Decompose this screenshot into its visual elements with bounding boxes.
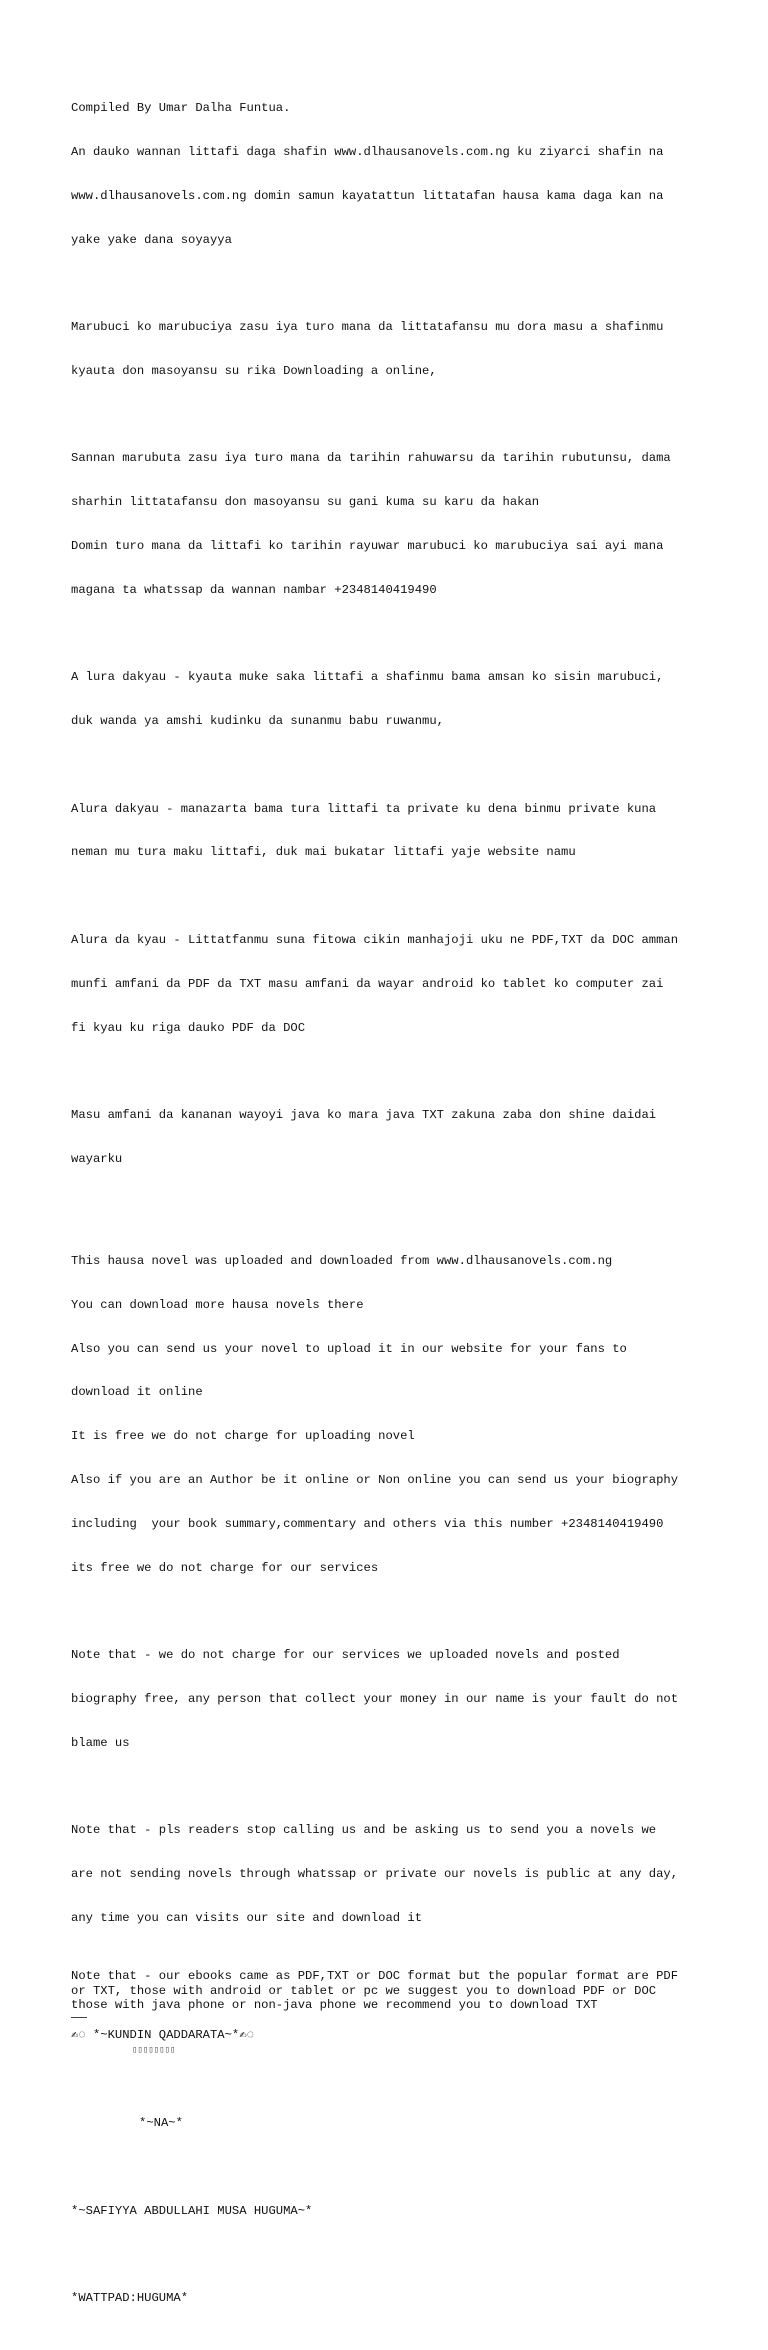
intro-line: An dauko wannan littafi daga shafin www.dlhausanovels.com.ng ku ziyarci shafin na xyxy=(71,144,664,159)
paragraph-line: neman mu tura maku littafi, duk mai bukatar littafi yaje website namu xyxy=(71,845,576,860)
placeholder-glyphs: ▯▯▯▯▯▯▯▯ xyxy=(132,2045,176,2056)
paragraph-line: wayarku xyxy=(71,1151,123,1166)
paragraph-free-notice xyxy=(71,641,711,758)
paragraph-line: Note that - we do not charge for our services we uploaded novels and posted xyxy=(71,1648,620,1663)
note-stop-calling xyxy=(71,1794,711,1955)
note-formats xyxy=(71,1969,711,2013)
note-no-charge xyxy=(71,1619,711,1780)
paragraph-line: download it online xyxy=(71,1385,203,1400)
paragraph-writers-upload xyxy=(71,291,711,408)
story-author: *~SAFIYYA ABDULLAHI MUSA HUGUMA~* xyxy=(71,2203,313,2218)
paragraph-line: those with java phone or non-java phone we recommend you to download TXT xyxy=(71,1998,598,2013)
paragraph-writers-history xyxy=(71,422,711,626)
story-title: ✍◌ *~KUNDIN QADDARATA~*✍◌ xyxy=(71,2027,254,2042)
intro-block xyxy=(71,72,711,276)
story-by: *~NA~* xyxy=(139,2116,183,2131)
paragraph-formats xyxy=(71,904,711,1065)
paragraph-line: Note that - our ebooks came as PDF,TXT or DOC format but the popular format are PDF xyxy=(71,1969,679,1984)
paragraph-line: sharhin littatafansu don masoyansu su gani kuma su karu da hakan xyxy=(71,495,540,510)
paragraph-line: Alura da kyau - Littatfanmu suna fitowa cikin manhajoji uku ne PDF,TXT da DOC amman xyxy=(71,933,679,948)
paragraph-line: Alura dakyau - manazarta bama tura littafi ta private ku dena binmu private kuna xyxy=(71,801,657,816)
paragraph-line: munfi amfani da PDF da TXT masu amfani da wayar android ko tablet ko computer zai xyxy=(71,976,664,991)
document-page xyxy=(71,72,711,2350)
paragraph-line: biography free, any person that collect your money in our name is your fault do not xyxy=(71,1691,679,1706)
paragraph-line: blame us xyxy=(71,1735,130,1750)
paragraph-line: You can download more hausa novels there xyxy=(71,1297,364,1312)
story-title-block xyxy=(71,2028,711,2058)
paragraph-line: Masu amfani da kananan wayoyi java ko mara java TXT zakuna zaba don shine daidai xyxy=(71,1108,657,1123)
paragraph-line: Domin turo mana da littafi ko tarihin rayuwar marubuci ko marubuciya sai ayi mana xyxy=(71,539,664,553)
paragraph-line: any time you can visits our site and download it xyxy=(71,1910,423,1925)
paragraph-java-phones xyxy=(71,1079,711,1196)
paragraph-line: or TXT, those with android or tablet or pc we suggest you to download PDF or DOC xyxy=(71,1983,657,1998)
paragraph-line: Also if you are an Author be it online or Non online you can send us your biography xyxy=(71,1473,679,1487)
story-by-block xyxy=(71,2087,711,2160)
paragraph-line: This hausa novel was uploaded and downloaded from www.dlhausanovels.com.ng xyxy=(71,1254,613,1269)
paragraph-line: Marubuci ko marubuciya zasu iya turo mana da littatafansu mu dora masu a shafinmu xyxy=(71,320,664,335)
paragraph-line: Note that - pls readers stop calling us and be asking us to send you a novels we xyxy=(71,1823,657,1838)
paragraph-line: are not sending novels through whatssap or private our novels is public at any day, xyxy=(71,1867,679,1882)
spacer xyxy=(71,1210,711,1225)
paragraph-private-notice xyxy=(71,773,711,890)
paragraph-line: A lura dakyau - kyauta muke saka littafi a shafinmu bama amsan ko sisin marubuci, xyxy=(71,670,664,685)
paragraph-line: its free we do not charge for our services xyxy=(71,1560,379,1575)
paragraph-line: including your book summary,commentary and others via this number +2348140419490 xyxy=(71,1516,664,1531)
paragraph-line: magana ta whatssap da wannan nambar +2348140419490 xyxy=(71,582,437,597)
spacer xyxy=(71,2058,711,2087)
story-wattpad: *WATTPAD:HUGUMA* xyxy=(71,2291,189,2306)
intro-line: www.dlhausanovels.com.ng domin samun kayatattun littatafan hausa kama daga kan na xyxy=(71,188,664,203)
story-author-block xyxy=(71,2175,711,2248)
intro-line: yake yake dana soyayya xyxy=(71,232,232,247)
paragraph-line: fi kyau ku riga dauko PDF da DOC xyxy=(71,1020,306,1035)
story-wattpad-block xyxy=(71,2262,711,2335)
english-upload-info xyxy=(71,1225,711,1604)
paragraph-line: duk wanda ya amshi kudinku da sunanmu babu ruwanmu, xyxy=(71,714,444,729)
paragraph-line: Also you can send us your novel to upload it in our website for your fans to xyxy=(71,1341,627,1356)
divider xyxy=(71,2017,87,2018)
compiled-by: Compiled By Umar Dalha Funtua. xyxy=(71,101,291,116)
paragraph-line: Sannan marubuta zasu iya turo mana da tarihin rahuwarsu da tarihin rubutunsu, dama xyxy=(71,451,671,466)
paragraph-line: It is free we do not charge for uploading novel xyxy=(71,1429,415,1444)
paragraph-line: kyauta don masoyansu su rika Downloading a online, xyxy=(71,363,437,378)
